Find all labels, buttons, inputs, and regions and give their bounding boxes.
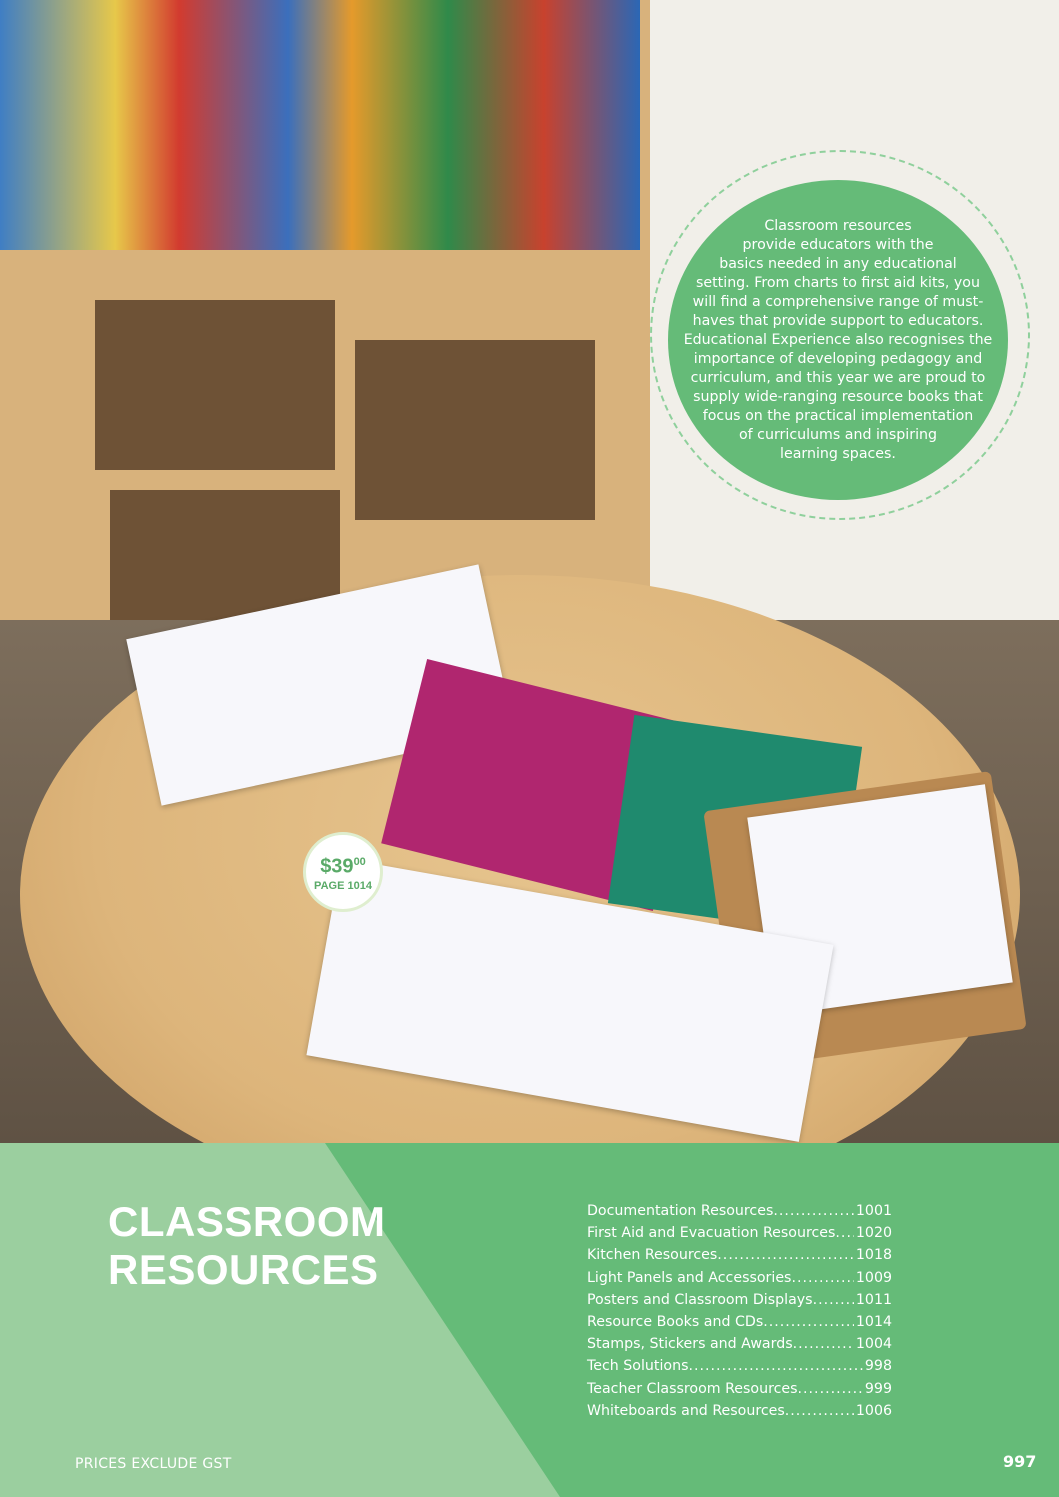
index-item-name: Resource Books and CDs [587, 1313, 764, 1330]
index-item[interactable] [587, 1314, 892, 1336]
price-main: $39 [320, 855, 354, 878]
category-index [587, 1203, 892, 1425]
index-item[interactable] [587, 1358, 892, 1380]
index-leader [813, 1292, 854, 1308]
price-disclaimer: PRICES EXCLUDE GST [75, 1456, 232, 1472]
page-number: 997 [1003, 1452, 1037, 1471]
index-item-name: Kitchen Resources [587, 1247, 718, 1264]
index-item-name: Tech Solutions [587, 1358, 689, 1375]
bookshelf [0, 0, 650, 640]
index-item-page: 999 [864, 1380, 892, 1397]
price-cents: 00 [353, 856, 366, 869]
index-item[interactable] [587, 1336, 892, 1358]
index-leader [763, 1314, 854, 1330]
index-item-page: 1009 [855, 1269, 892, 1286]
index-item[interactable] [587, 1247, 892, 1269]
index-item[interactable] [587, 1292, 892, 1314]
price [320, 852, 366, 877]
index-item[interactable] [587, 1381, 892, 1403]
index-leader [717, 1247, 854, 1263]
intro-bubble [668, 180, 1008, 500]
index-item[interactable] [587, 1270, 892, 1292]
index-item[interactable] [587, 1225, 892, 1247]
section-title-line-2: RESOURCES [108, 1246, 379, 1293]
index-leader [791, 1270, 853, 1286]
index-item-page: 1006 [855, 1402, 892, 1419]
index-leader [773, 1203, 854, 1219]
section-title-line-1: CLASSROOM [108, 1198, 386, 1245]
index-item-page: 1018 [855, 1247, 892, 1264]
index-leader [688, 1358, 862, 1374]
index-item-name: Documentation Resources [587, 1203, 774, 1219]
index-leader [785, 1403, 854, 1419]
shelf-cubby [355, 340, 595, 520]
section-banner [0, 1143, 1059, 1497]
index-leader [793, 1336, 854, 1352]
price-page-ref: PAGE 1014 [314, 879, 372, 892]
index-leader [798, 1381, 863, 1397]
index-item-name: Stamps, Stickers and Awards [587, 1336, 793, 1353]
index-item-name: Whiteboards and Resources [587, 1402, 785, 1419]
index-item-name: Light Panels and Accessories [587, 1269, 792, 1286]
intro-text: Classroom resources provide educators with the basics needed in any educational setting. From charts to first aid kits, you will find a comprehensive range of must- haves that provide support to educators. Educational Experience also recognises the importance of developing pedagogy and curriculum, and this year we are proud to supply wide-ranging resource books that focus on the practical implementation of curriculums and inspiring learning spaces. [683, 217, 993, 462]
index-item-page: 1001 [855, 1203, 892, 1219]
shelf-cubby [95, 300, 335, 470]
index-item-page: 1011 [855, 1291, 892, 1308]
price-tag [303, 832, 383, 912]
index-item-name: Posters and Classroom Displays [587, 1291, 813, 1308]
section-title [108, 1198, 386, 1294]
book-display [0, 0, 640, 250]
banner-light-panel [0, 1143, 560, 1497]
index-item-page: 1020 [855, 1225, 892, 1242]
index-item[interactable] [587, 1203, 892, 1225]
index-item[interactable] [587, 1403, 892, 1425]
index-item-name: First Aid and Evacuation Resources [587, 1225, 836, 1242]
index-item-page: 998 [864, 1358, 892, 1375]
index-item-page: 1004 [855, 1336, 892, 1353]
index-leader [835, 1225, 853, 1241]
index-item-page: 1014 [855, 1313, 892, 1330]
index-item-name: Teacher Classroom Resources [587, 1380, 798, 1397]
